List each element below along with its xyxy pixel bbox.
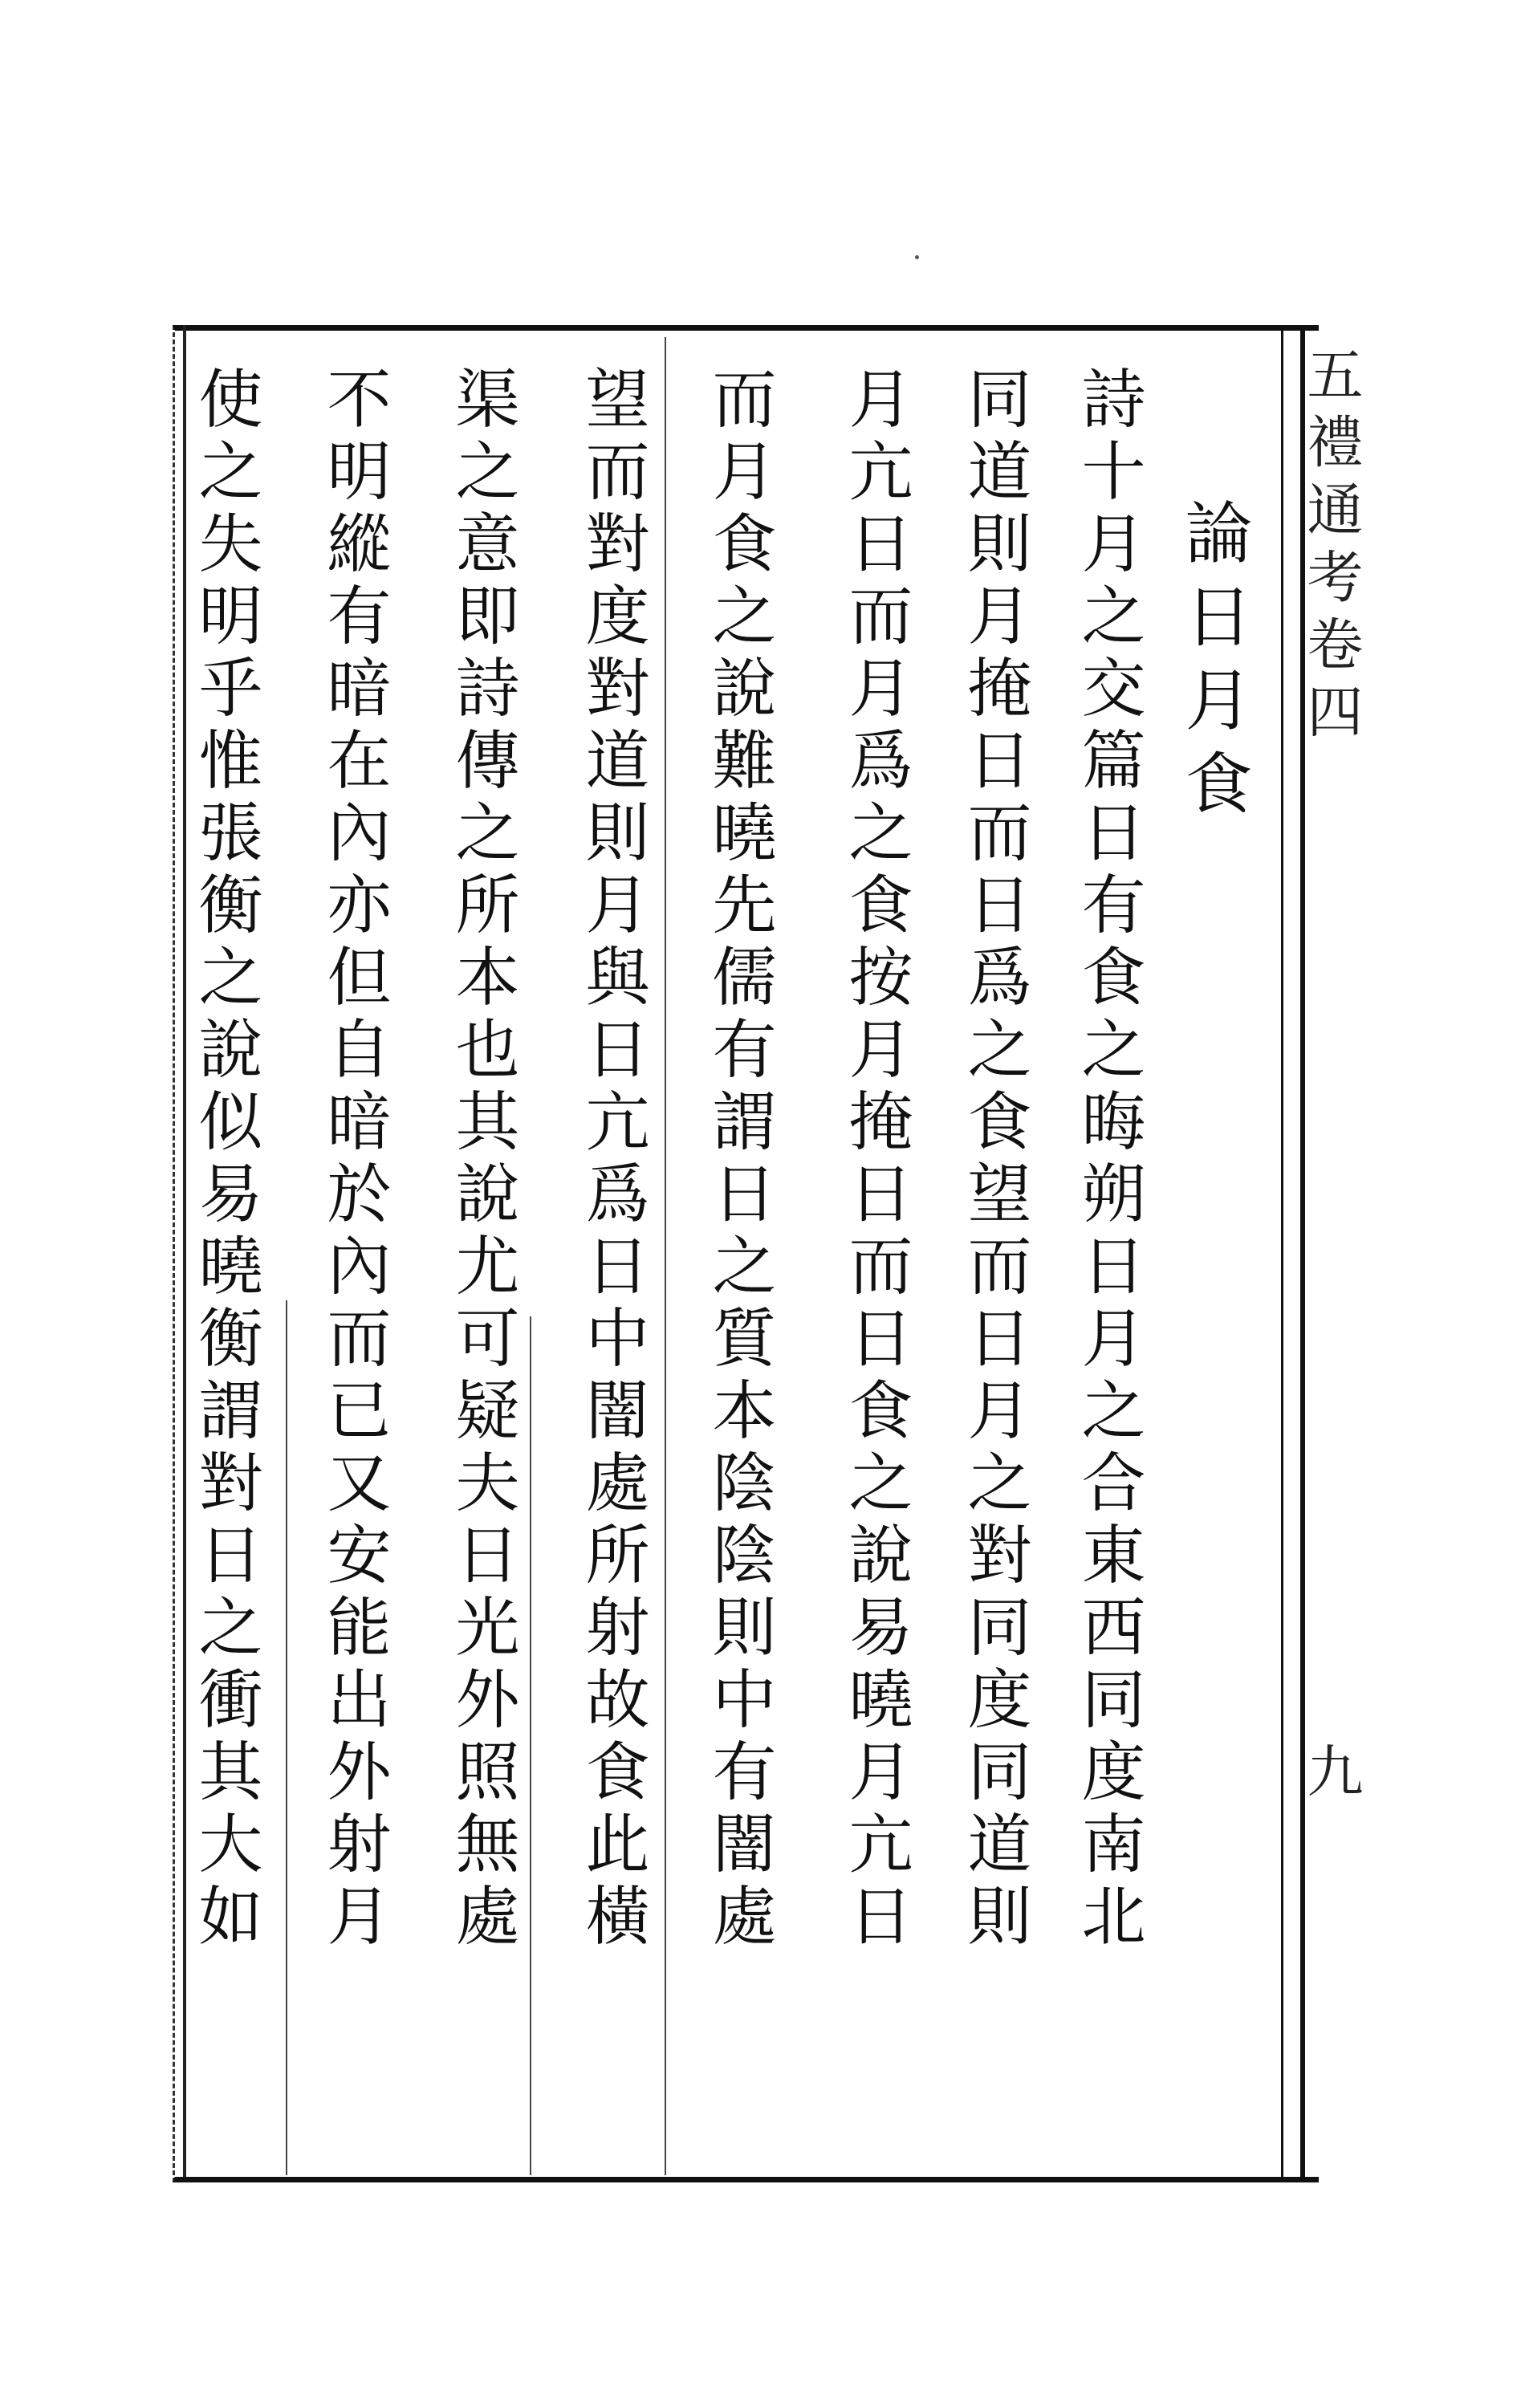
text-column: 望而對度對道則月與日亢爲日中闇處所射故食此橫 xyxy=(575,365,649,1954)
column-guide xyxy=(286,1300,287,2175)
running-head: 五禮通考卷四 xyxy=(1298,345,1364,750)
text-column: 使之失明乎惟張衡之說似易曉衡謂對日之衝其大如 xyxy=(188,365,262,1954)
column-guide xyxy=(530,1316,531,2175)
text-column: 同道則月掩日而日爲之食望而日月之對同度同道則 xyxy=(957,365,1031,1954)
text-column: 而月食之說難曉先儒有謂日之質本陰陰則中有闇處 xyxy=(702,365,776,1954)
frame-rule-inner xyxy=(1281,325,1283,2177)
folio-number: 九 xyxy=(1298,1742,1364,1798)
column-guide xyxy=(665,337,666,2175)
section-title: 論日月食 xyxy=(1174,498,1253,832)
text-column: 不明縱有暗在內亦但自暗於內而已又安能出外射月 xyxy=(316,365,391,1954)
text-column: 詩十月之交篇日有食之晦朔日月之合東西同度南北 xyxy=(1071,365,1145,1954)
text-column: 月亢日而月爲之食按月掩日而日食之說易曉月亢日 xyxy=(838,365,913,1954)
text-column: 渠之意即詩傳之所本也其說尤可疑夫日光外照無處 xyxy=(445,365,519,1954)
ink-speck xyxy=(915,255,919,259)
frame-rule-left xyxy=(183,325,186,2177)
